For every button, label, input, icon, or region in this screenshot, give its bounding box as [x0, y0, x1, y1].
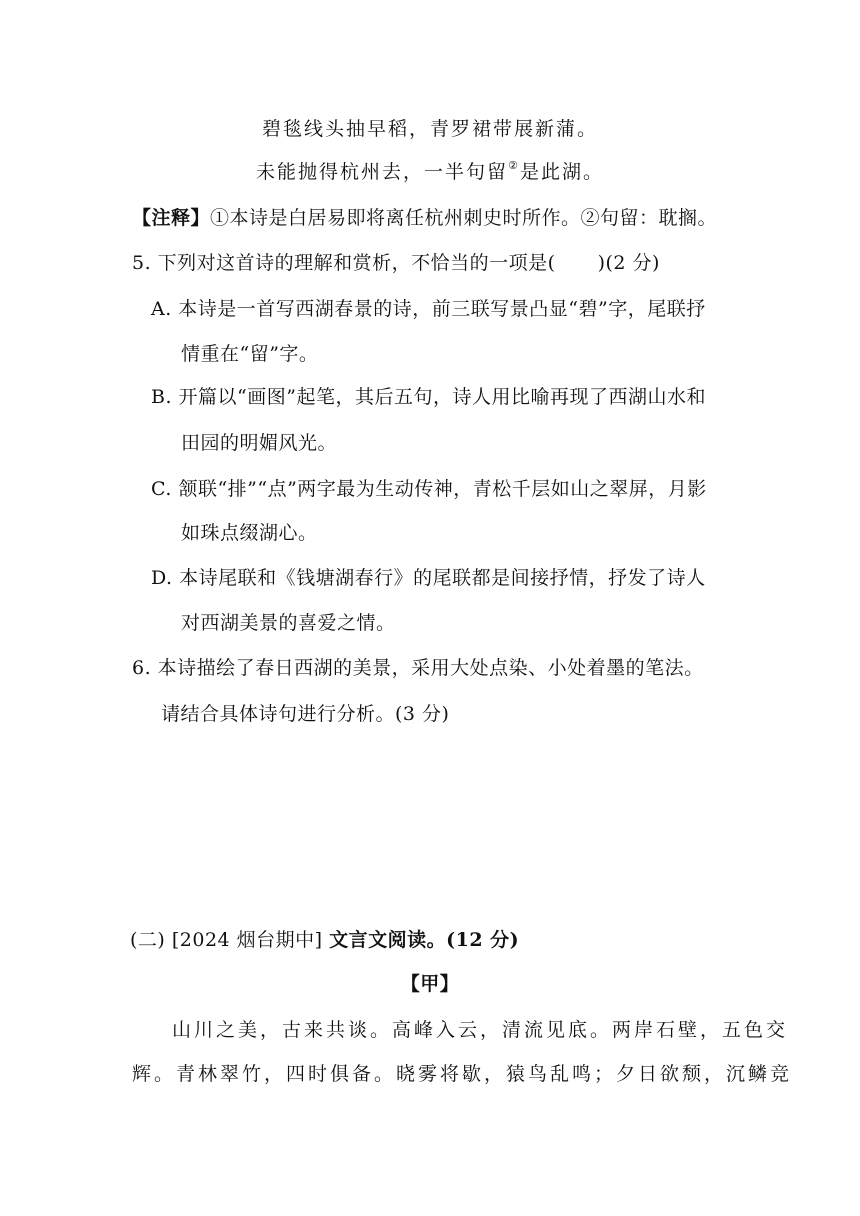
passage-jia-text-cont: 辉。青林翠竹，四时俱备。晓雾将歇，猿鸟乱鸣；夕日欲颓，沉鳞竞	[132, 1063, 793, 1085]
option-a-line-1	[151, 297, 706, 321]
passage-jia-title-text: 【甲】	[400, 973, 460, 995]
option-a-text: A. 本诗是一首写西湖春景的诗，前三联写景凸显“碧”字，尾联抒	[151, 298, 706, 320]
question-6-line-1	[132, 656, 704, 680]
option-d-text: D. 本诗尾联和《钱塘湖春行》的尾联都是间接抒情，抒发了诗人	[151, 567, 706, 589]
option-a-line-2	[181, 342, 318, 366]
option-c-line-1	[151, 477, 707, 501]
option-d-text-cont: 对西湖美景的喜爱之情。	[181, 612, 396, 634]
question-6-line-2	[161, 702, 449, 726]
option-d-line-1	[151, 566, 706, 590]
section-2-heading	[130, 928, 519, 952]
question-6-text: 6. 本诗描绘了春日西湖的美景，采用大处点染、小处着墨的笔法。	[132, 657, 704, 679]
option-c-text-cont: 如珠点缀湖心。	[181, 522, 318, 544]
section-2-title: 文言文阅读。(12 分)	[329, 929, 520, 951]
option-b-text: B. 开篇以“画图”起笔，其后五句，诗人用比喻再现了西湖山水和	[151, 386, 706, 408]
passage-jia-text: 山川之美，古来共谈。高峰入云，清流见底。两岸石壁，五色交	[172, 1019, 789, 1041]
section-2-number: (二)	[130, 929, 166, 951]
answer-space	[132, 740, 732, 920]
option-a-text-cont: 情重在“留”字。	[181, 343, 319, 365]
passage-jia-title	[0, 972, 860, 996]
option-c-text: C. 颔联“排”“点”两字最为生动传神，青松千层如山之翠屏，月影	[151, 478, 707, 500]
poem-line-2	[0, 160, 860, 184]
annotation-note	[132, 206, 717, 230]
poem-line-1	[0, 117, 860, 141]
option-b-text-cont: 田园的明媚风光。	[181, 432, 338, 454]
poem-line-2-tail: 是此湖。	[519, 161, 604, 183]
poem-line-1-text: 碧毯线头抽早稻，青罗裙带展新蒲。	[261, 118, 598, 140]
option-b-line-2	[181, 431, 337, 455]
passage-jia-line-2	[132, 1062, 792, 1086]
section-2-source: [2024 烟台期中]	[171, 929, 323, 951]
passage-jia-line-1	[172, 1018, 788, 1042]
option-d-line-2	[181, 611, 396, 635]
question-6-text-cont: 请结合具体诗句进行分析。(3 分)	[161, 703, 450, 725]
question-5-stem-text: 5. 下列对这首诗的理解和赏析，不恰当的一项是(	[132, 252, 556, 274]
option-c-line-2	[181, 521, 318, 545]
note-text: ①本诗是白居易即将离任杭州刺史时所作。②句留：耽搁。	[210, 207, 718, 229]
question-5-score: )(2 分)	[597, 252, 660, 274]
note-label: 【注释】	[132, 207, 211, 229]
option-b-line-1	[151, 385, 706, 409]
poem-line-2-text: 未能抛得杭州去，一半句留	[256, 161, 509, 183]
question-5-stem	[132, 251, 660, 275]
footnote-marker: ②	[508, 159, 520, 172]
